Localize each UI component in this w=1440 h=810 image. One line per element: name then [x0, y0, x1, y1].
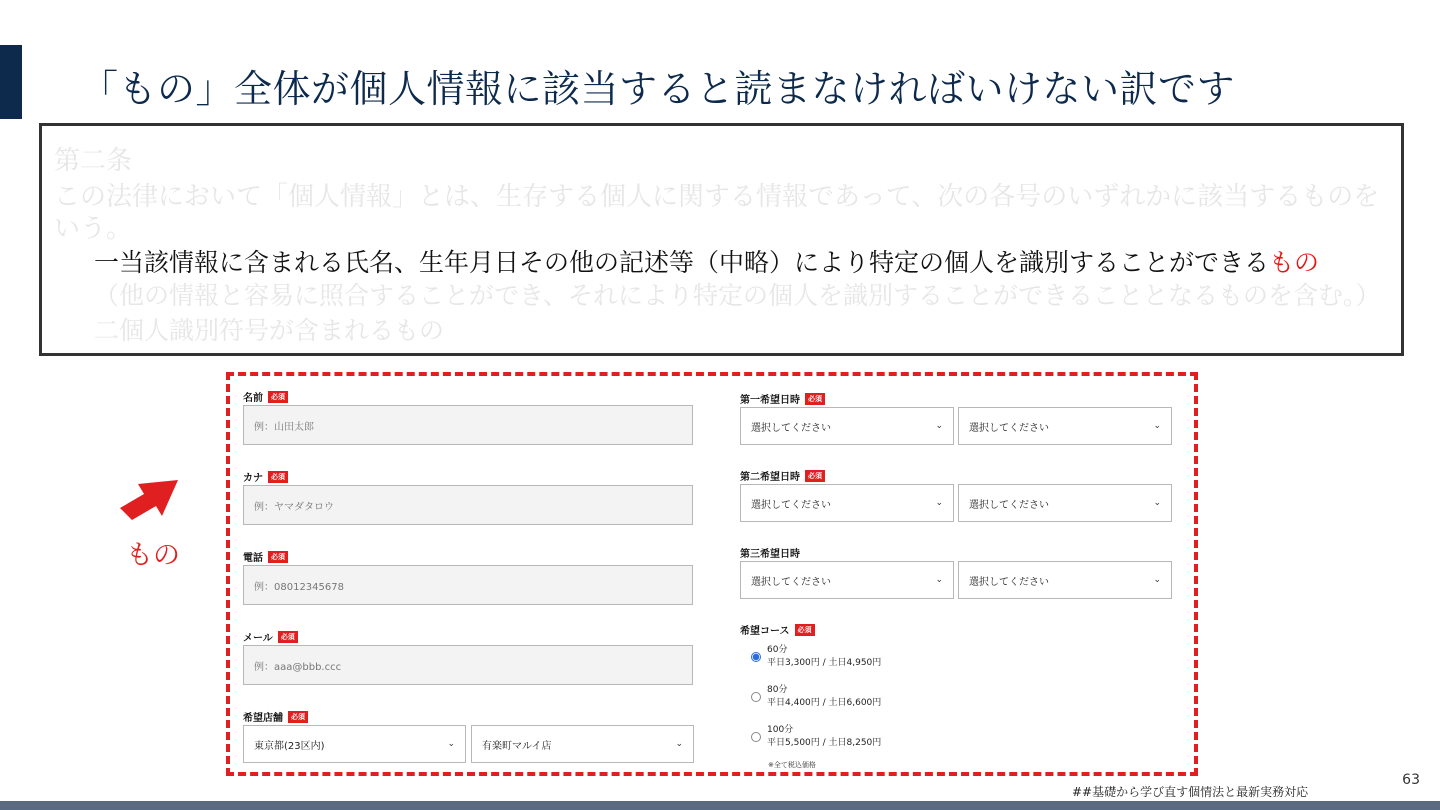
kana-label	[243, 469, 288, 484]
course-price: 平日4,400円 / 土日6,600円	[767, 698, 882, 708]
law-item-1	[94, 243, 1319, 279]
phone-field[interactable]	[243, 565, 693, 605]
date1-date-value: 選択してください	[751, 422, 831, 434]
name-field[interactable]	[243, 405, 693, 445]
date3-label	[740, 545, 800, 560]
law-item-2: 二個人識別符号が含まれるもの	[94, 316, 445, 345]
page-number: 63	[1402, 772, 1420, 788]
form-screenshot-frame	[226, 372, 1198, 776]
kana-label-text: カナ	[243, 473, 263, 484]
title-accent-bar	[0, 45, 22, 119]
chevron-down-icon: ⌄	[675, 739, 683, 749]
slide-title: 「もの」全体が個人情報に該当すると読まなければいけない訳です	[80, 67, 1236, 111]
date2-date-select[interactable]	[740, 484, 954, 522]
course-duration: 80分	[767, 685, 788, 695]
course-label	[740, 622, 815, 637]
name-field-placeholder: 例：山田太郎	[254, 421, 314, 433]
required-badge: 必須	[268, 471, 288, 483]
law-text-box	[39, 123, 1404, 356]
chevron-down-icon: ⌄	[447, 739, 455, 749]
footer-bar	[0, 801, 1440, 810]
email-label	[243, 629, 298, 644]
course-option-60[interactable]	[751, 644, 881, 670]
phone-label-text: 電話	[243, 553, 263, 564]
law-item-1-highlight: もの	[1269, 248, 1320, 277]
date3-label-text: 第三希望日時	[740, 549, 800, 560]
required-badge: 必須	[288, 711, 308, 723]
required-badge: 必須	[805, 470, 825, 482]
course-option-80[interactable]	[751, 684, 881, 710]
name-label	[243, 389, 288, 404]
date2-label-text: 第二希望日時	[740, 472, 800, 483]
date3-date-value: 選択してください	[751, 576, 831, 588]
store-branch-value: 有楽町マルイ店	[482, 740, 552, 752]
email-field[interactable]	[243, 645, 693, 685]
required-badge: 必須	[268, 391, 288, 403]
date1-time-select[interactable]	[958, 407, 1172, 445]
store-label	[243, 709, 308, 724]
date1-date-select[interactable]	[740, 407, 954, 445]
radio-selected-icon[interactable]	[751, 652, 761, 662]
law-definition-line1: この法律において「個人情報」とは、生存する個人に関する情報であって、次の各号のいずれかに該当するものを	[54, 182, 1380, 212]
date3-date-select[interactable]	[740, 561, 954, 599]
store-label-text: 希望店舗	[243, 713, 283, 724]
course-option-100[interactable]	[751, 724, 881, 750]
course-price: 平日5,500円 / 土日8,250円	[767, 738, 882, 748]
tax-note: ※全て税込価格	[768, 761, 816, 769]
course-option-text	[767, 724, 881, 750]
course-option-text	[767, 644, 881, 670]
law-item-1-text: 一当該情報に含まれる氏名、生年月日その他の記述等（中略）により特定の個人を識別することができる	[94, 248, 1270, 277]
footer-note: ##基礎から学び直す個情法と最新実務対応	[1072, 785, 1309, 799]
store-branch-select[interactable]	[471, 725, 694, 763]
phone-label	[243, 549, 288, 564]
chevron-down-icon: ⌄	[935, 421, 943, 431]
chevron-down-icon: ⌄	[1153, 421, 1161, 431]
store-region-select[interactable]	[243, 725, 466, 763]
required-badge: 必須	[268, 551, 288, 563]
kana-field[interactable]	[243, 485, 693, 525]
mono-annotation-label: もの	[126, 540, 180, 571]
phone-field-placeholder: 例：08012345678	[254, 581, 344, 593]
chevron-down-icon: ⌄	[1153, 498, 1161, 508]
date2-time-value: 選択してください	[969, 499, 1049, 511]
arrow-icon	[116, 474, 182, 524]
chevron-down-icon: ⌄	[935, 498, 943, 508]
date3-time-value: 選択してください	[969, 576, 1049, 588]
date2-label	[740, 468, 825, 483]
course-duration: 60分	[767, 645, 788, 655]
email-label-text: メール	[243, 633, 273, 644]
date1-label-text: 第一希望日時	[740, 395, 800, 406]
required-badge: 必須	[805, 393, 825, 405]
chevron-down-icon: ⌄	[1153, 575, 1161, 585]
course-duration: 100分	[767, 725, 794, 735]
law-definition-line2: いう。	[54, 214, 133, 244]
date2-date-value: 選択してください	[751, 499, 831, 511]
course-option-text	[767, 684, 881, 710]
required-badge: 必須	[278, 631, 298, 643]
chevron-down-icon: ⌄	[935, 575, 943, 585]
required-badge: 必須	[795, 624, 815, 636]
name-label-text: 名前	[243, 393, 263, 404]
law-item-1-continuation: （他の情報と容易に照合することができ、それにより特定の個人を識別することができることとなるものを含む。）	[94, 281, 1381, 310]
store-region-value: 東京都(23区内)	[254, 740, 325, 752]
kana-field-placeholder: 例：ヤマダタロウ	[254, 501, 334, 513]
course-price: 平日3,300円 / 土日4,950円	[767, 658, 882, 668]
radio-unselected-icon[interactable]	[751, 692, 761, 702]
date2-time-select[interactable]	[958, 484, 1172, 522]
law-article: 第二条	[54, 146, 133, 176]
date1-time-value: 選択してください	[969, 422, 1049, 434]
course-label-text: 希望コース	[740, 626, 790, 637]
date1-label	[740, 391, 825, 406]
radio-unselected-icon[interactable]	[751, 732, 761, 742]
date3-time-select[interactable]	[958, 561, 1172, 599]
email-field-placeholder: 例：aaa@bbb.ccc	[254, 661, 342, 673]
